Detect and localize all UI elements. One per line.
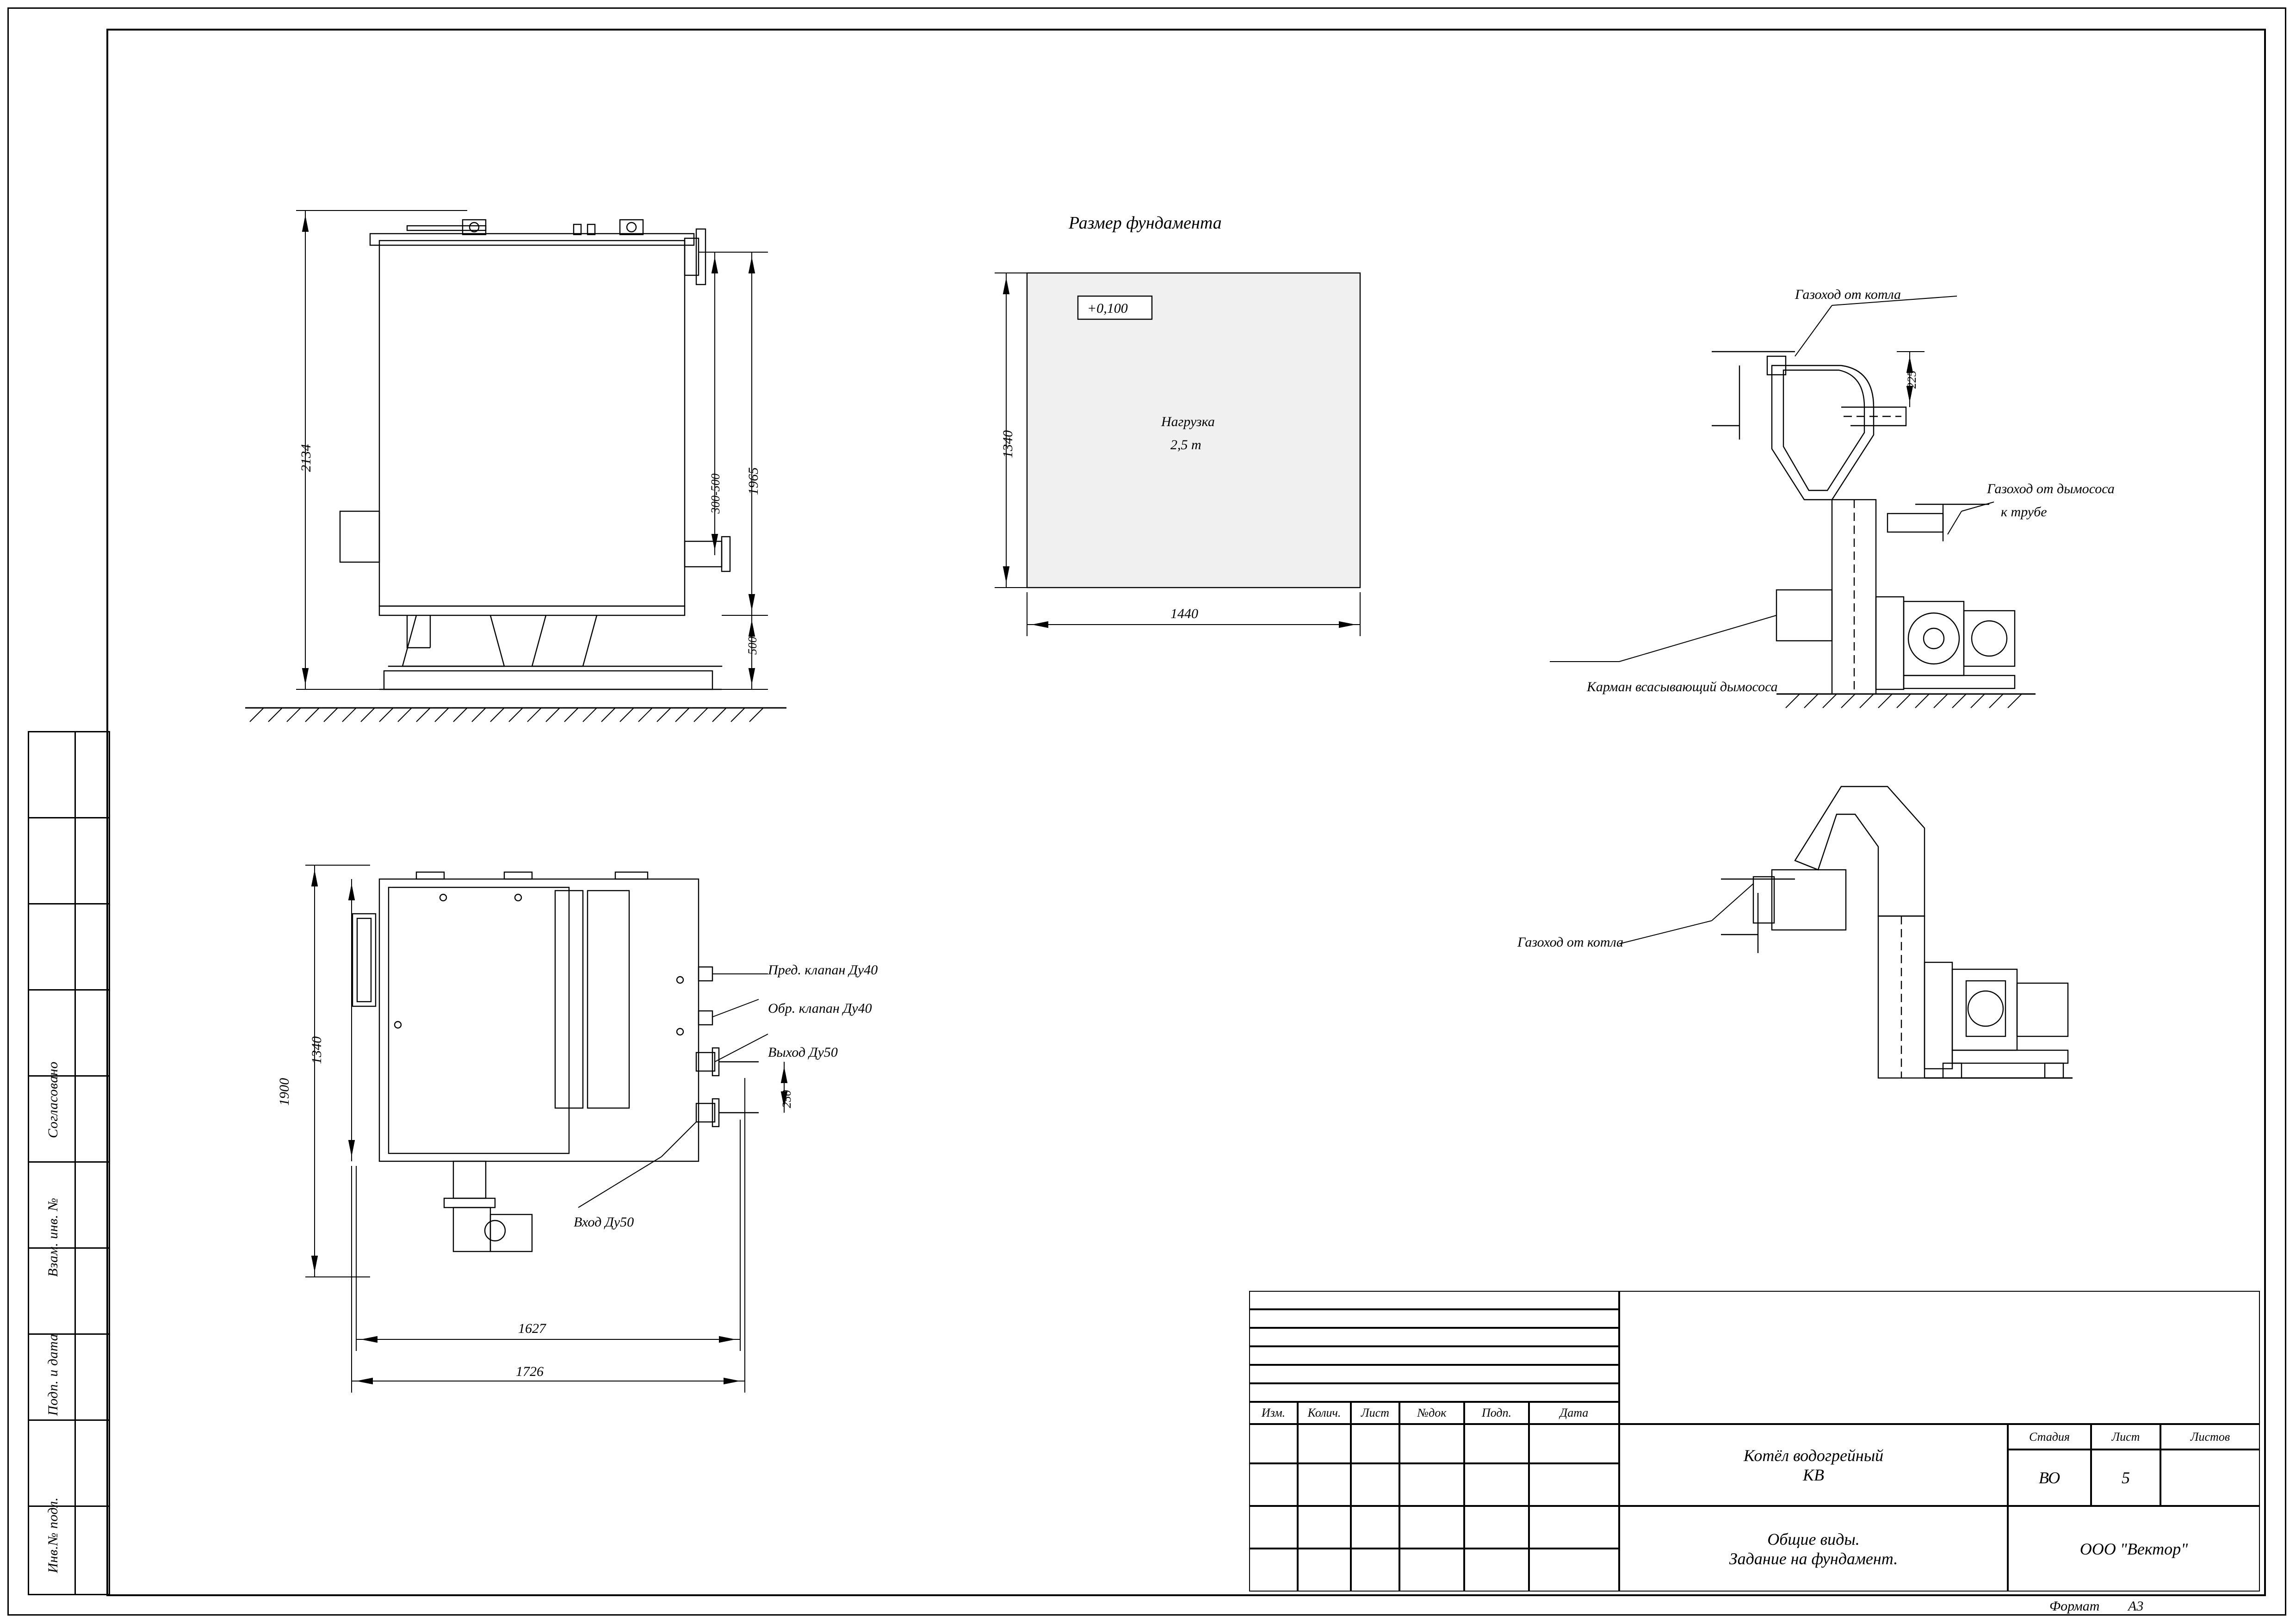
rev-header-kolich: Колич. [1298,1402,1351,1424]
sign-cell [1298,1424,1351,1463]
object-name [1619,1424,2008,1506]
document-name-line2: Задание на фундамент. [1729,1549,1898,1568]
rev-row [1249,1309,1619,1328]
object-name-line2: КВ [1803,1465,1824,1484]
rev-row [1249,1365,1619,1383]
dim-top-width-outer: 1900 [277,1078,292,1106]
sign-cell [1399,1549,1464,1592]
callout-flue-from-fan-line1: Газоход от дымососа [1987,481,2115,496]
dim-top-length-inner: 1627 [518,1321,546,1336]
rev-header-ndok: №док [1399,1402,1464,1424]
callout-flue-from-fan-line2: к трубе [2001,504,2047,520]
rev-header-izm: Изм. [1249,1402,1298,1424]
dim-top-width-inner: 1340 [309,1036,324,1064]
sign-cell [1351,1549,1399,1592]
sign-cell [1249,1463,1298,1506]
title-block [1249,1291,2260,1592]
sign-cell [1351,1424,1399,1463]
sign-cell [1298,1506,1351,1549]
sign-cell [1298,1463,1351,1506]
rev-row [1249,1328,1619,1346]
dim-top-length-outer: 1726 [516,1364,544,1379]
callout-safety-valve: Пред. клапан Ду40 [768,962,878,978]
sign-cell [1399,1424,1464,1463]
sign-cell [1399,1463,1464,1506]
stamp-label-inv: Инв.№ подл. [45,1497,61,1573]
document-name [1619,1506,2008,1592]
sign-cell [1298,1549,1351,1592]
sheets-value [2160,1450,2260,1506]
foundation-load-value: 2,5 т [1170,437,1201,452]
rev-row [1249,1346,1619,1365]
callout-suction-pocket: Карман всасывающий дымососа [1587,679,1778,694]
stage-value: ВО [2008,1450,2091,1506]
dim-height-nozzle: 1965 [746,467,761,495]
sheet-value: 5 [2091,1450,2160,1506]
sign-cell [1464,1463,1529,1506]
rev-row [1249,1291,1619,1309]
sign-cell [1464,1506,1529,1549]
sign-cell [1399,1506,1464,1549]
sign-cell [1529,1506,1619,1549]
sign-cell [1464,1424,1529,1463]
sign-cell [1351,1463,1399,1506]
dim-base-height: 500 [746,637,759,655]
callout-flue-from-boiler-upper: Газоход от котла [1795,287,1901,302]
sign-cell [1464,1549,1529,1592]
sign-cell [1351,1506,1399,1549]
format-label: Формат [2049,1598,2100,1614]
document-name-line1: Общие виды. [1767,1530,1860,1549]
rev-header-list: Лист [1351,1402,1399,1424]
foundation-dim-height: 1340 [1000,430,1015,458]
sign-cell [1249,1506,1298,1549]
foundation-elevation: +0,100 [1087,301,1128,316]
dim-nozzle-range: 300-500 [709,473,722,514]
callout-check-valve: Обр. клапан Ду40 [768,1001,872,1016]
sheets-label: Листов [2160,1424,2260,1450]
title-top-blank [1619,1291,2260,1424]
dim-height-total: 2134 [298,444,314,472]
stamp-label-podp: Подп. и дата [45,1333,61,1416]
rev-row [1249,1383,1619,1402]
format-value: А3 [2128,1598,2144,1614]
rev-header-podp: Подп. [1464,1402,1529,1424]
sign-cell [1249,1424,1298,1463]
sign-cell [1529,1549,1619,1592]
dim-top-offset: 250 [780,1090,793,1108]
object-name-line1: Котёл водогрейный [1743,1446,1884,1465]
sign-cell [1529,1424,1619,1463]
callout-flue-from-boiler-lower: Газоход от котла [1517,935,1624,950]
stamp-label-soglasovano: Согласовано [45,1061,61,1138]
rev-header-data: Дата [1529,1402,1619,1424]
sign-cell [1529,1463,1619,1506]
dim-flue-225: 225 [1905,371,1918,389]
foundation-title: Размер фундамента [1069,213,1222,233]
callout-outlet: Выход Ду50 [768,1045,838,1060]
foundation-load-label: Нагрузка [1161,414,1215,429]
stage-label: Стадия [2008,1424,2091,1450]
company-name: ООО "Вектор" [2008,1506,2260,1592]
sign-cell [1249,1549,1298,1592]
stamp-label-vzam: Взам. инв. № [45,1197,61,1277]
foundation-dim-width: 1440 [1170,606,1198,621]
sheet-label: Лист [2091,1424,2160,1450]
callout-inlet: Вход Ду50 [574,1214,634,1230]
